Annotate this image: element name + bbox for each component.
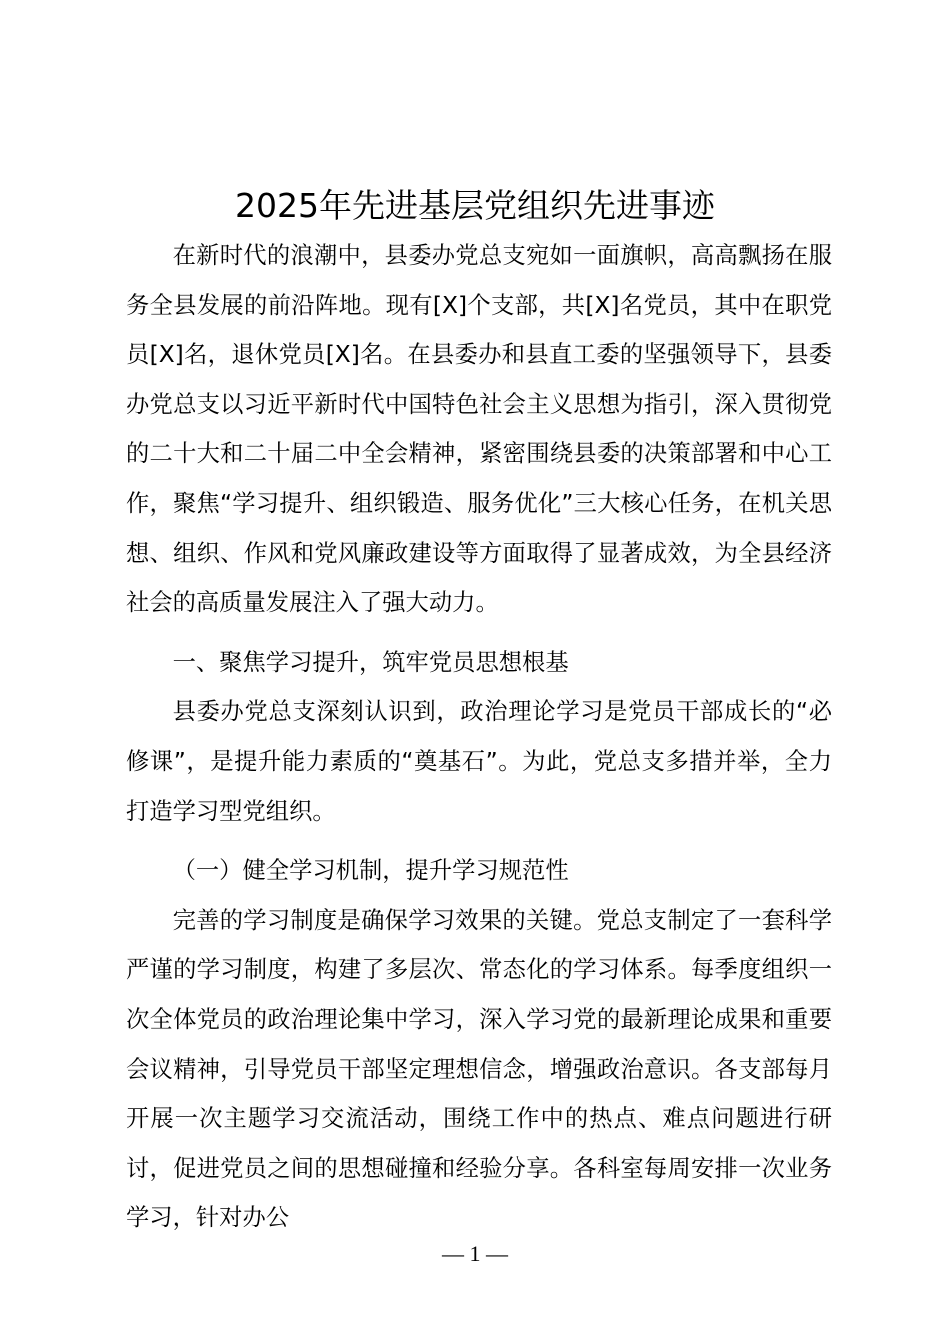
page-number: — 1 — [442,1241,508,1266]
body-paragraph-1: 县委办党总支深刻认识到，政治理论学习是党员干部成长的“必修课”，是提升能力素质的“奠基石”。为此，党总支多措并举，全力打造学习型党组织。 [126,698,832,825]
intro-paragraph: 在新时代的浪潮中，县委办党总支宛如一面旗帜，高高飘扬在服务全县发展的前沿阵地。现有[X]个支部，共[X]名党员，其中在职党员[X]名，退休党员[X]名。在县委办和县直工委的坚强领导下，县委办党总支以习近平新时代中国特色社会主义思想为指引，深入贯彻党的二十大和二十届二中全会精神，紧密围绕县委的决策部署和中心工作，聚焦“学习提升、组织锻造、服务优化”三大核心任务，在机关思想、组织、作风和党风廉政建设等方面取得了显著成效，为全县经济社会的高质量发展注入了强大动力。 [126,242,832,617]
subsection-heading-1: （一）健全学习机制，提升学习规范性 [172,857,569,885]
document-body [126,231,832,1243]
document-title: 2025年先进基层党组织先进事迹 [235,186,715,225]
body-paragraph-2: 完善的学习制度是确保学习效果的关键。党总支制定了一套科学严谨的学习制度，构建了多层次、常态化的学习体系。每季度组织一次全体党员的政治理论集中学习，深入学习党的最新理论成果和重要会议精神，引导党员干部坚定理想信念，增强政治意识。各支部每月开展一次主题学习交流活动，围绕工作中的热点、难点问题进行研讨，促进党员之间的思想碰撞和经验分享。各科室每周安排一次业务学习，针对办公 [126,906,832,1232]
section-heading-1: 一、聚焦学习提升，筑牢党员思想根基 [172,648,569,676]
